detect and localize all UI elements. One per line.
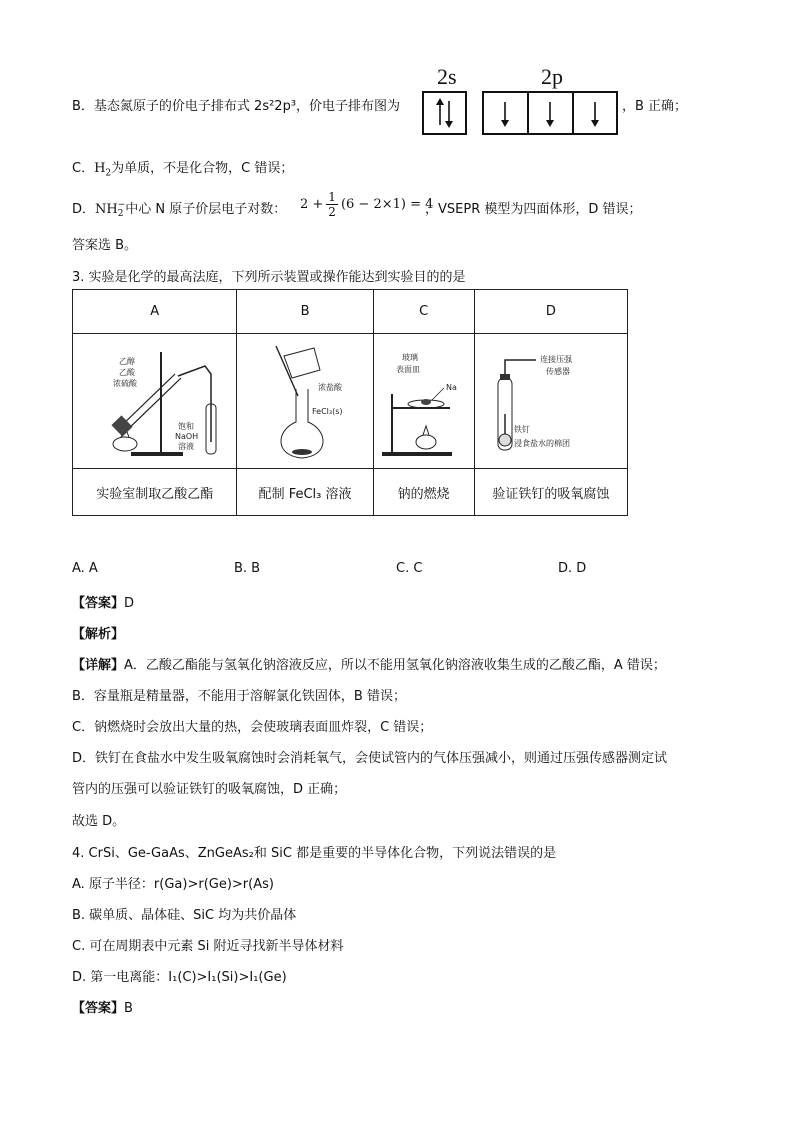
q3-option-c: C. C <box>396 561 423 576</box>
label-connect-pressure: 连接压强 <box>539 355 572 364</box>
h2-formula <box>94 161 112 179</box>
line-d <box>72 198 286 219</box>
label-saturated: 饱和 <box>177 422 194 431</box>
orbital-2p-box <box>482 91 618 135</box>
orbital-2s-label: 2s <box>437 64 457 89</box>
orbital-2p-label: 2p <box>541 64 563 89</box>
q4-stem: 4. CrSi、Ge-GaAs、ZnGeAs₂和 SiC 都是重要的半导体化合物，下列说法错误的是 <box>72 846 557 861</box>
q4-option-d: D. 第一电离能：I₁(C)>I₁(Si)>I₁(Ge) <box>72 970 287 985</box>
orbital-2p-cell-2 <box>529 93 574 133</box>
q3-detail-d1: D．铁钉在食盐水中发生吸氧腐蚀时会消耗氧气，会使试管内的气体压强减小，则通过压强传感器测定试 <box>72 751 668 766</box>
q3-detail-a <box>72 654 666 673</box>
orbital-2s-box <box>422 91 467 135</box>
label-conc-hcl: 浓盐酸 <box>318 383 343 392</box>
header-b: B <box>237 290 373 334</box>
line-d-suffix: ，VSEPR 模型为四面体形，D 错误； <box>425 202 642 217</box>
label-na: Na <box>445 383 457 392</box>
figure-a <box>73 334 237 469</box>
q3-option-d: D. D <box>558 561 587 576</box>
figure-d <box>474 334 627 469</box>
label-naoh: NaOH <box>174 432 198 441</box>
answer-tag: 【答案】 <box>72 596 125 611</box>
up-down-arrows-icon <box>424 93 465 133</box>
fraction-numerator: 1 <box>328 190 336 204</box>
header-d: D <box>474 290 627 334</box>
label-solution: 溶液 <box>177 442 194 451</box>
ester-apparatus-figure <box>75 334 235 464</box>
header-a: A <box>73 290 237 334</box>
nh2-symbol: NH <box>95 202 118 217</box>
label-fecl3-solid: FeCl₃(s) <box>312 407 343 416</box>
fraction-denominator: 2 <box>328 205 336 219</box>
q3-detail-b: B．容量瓶是精量器，不能用于溶解氯化铁固体，B 错误； <box>72 689 406 704</box>
iron-corrosion-figure <box>476 334 626 464</box>
label-watch-glass: 表面皿 <box>395 365 420 374</box>
nh2-subscript: 2 <box>117 208 124 219</box>
q3-option-a: A. A <box>72 561 98 576</box>
down-arrow-icon <box>484 93 527 133</box>
table-figure-row <box>73 334 628 469</box>
fraction <box>326 190 338 219</box>
caption-c: 钠的燃烧 <box>373 469 474 516</box>
volumetric-flask-figure <box>240 334 370 464</box>
nh2-charge: − <box>117 199 126 210</box>
label-ethanol: 乙醇 <box>118 357 135 366</box>
line-b-text: B．基态氮原子的价电子排布式 2s²2p³，价电子排布图为 <box>72 99 401 114</box>
detail-tag: 【详解】 <box>72 658 125 673</box>
q3-detail-c: C．钠燃烧时会放出大量的热，会使玻璃表面皿炸裂，C 错误； <box>72 720 433 735</box>
q4-option-b: B. 碳单质、晶体硅、SiC 均为共价晶体 <box>72 908 297 923</box>
q4-answer-tag: 【答案】 <box>72 1001 125 1016</box>
down-arrow-icon <box>529 93 572 133</box>
label-conc-sulfuric: 浓硫酸 <box>112 379 137 388</box>
figure-c <box>373 334 474 469</box>
vsepr-expression <box>300 190 433 219</box>
line-d-mid: 中心 N 原子价层电子对数： <box>125 202 287 217</box>
answer-value: D <box>124 596 135 611</box>
q4-option-c: C. 可在周期表中元素 Si 附近寻找新半导体材料 <box>72 939 344 954</box>
q4-answer <box>72 997 133 1016</box>
answer-select-b: 答案选 B。 <box>72 238 138 253</box>
caption-d: 验证铁钉的吸氧腐蚀 <box>474 469 627 516</box>
label-salt-cotton: 浸食盐水的棉团 <box>513 439 570 448</box>
line-c-suffix: 为单质，不是化合物，C 错误； <box>111 161 294 176</box>
caption-a: 实验室制取乙酸乙酯 <box>73 469 237 516</box>
header-c: C <box>373 290 474 334</box>
h2-symbol: H <box>94 161 106 176</box>
expr-post: (6 − 2×1) = 4 <box>340 197 434 212</box>
caption-b: 配制 FeCl₃ 溶液 <box>237 469 373 516</box>
q3-stem: 3. 实验是化学的最高法庭，下列所示装置或操作能达到实验目的的是 <box>72 270 466 285</box>
down-arrow-icon <box>574 93 616 133</box>
figure-b <box>237 334 373 469</box>
orbital-2p-cell-3 <box>574 93 616 133</box>
line-c-prefix: C． <box>72 161 95 176</box>
sodium-burning-figure <box>376 334 472 464</box>
q3-detail-d2: 管内的压强可以验证铁钉的吸氧腐蚀，D 正确； <box>72 782 347 797</box>
q3-analysis-tag: 【解析】 <box>72 627 125 642</box>
q3-answer <box>72 592 134 611</box>
line-b-suffix: ，B 正确； <box>622 99 688 114</box>
table-header-row <box>73 290 628 334</box>
expr-pre: 2 + <box>300 197 324 212</box>
q4-option-a: A. 原子半径：r(Ga)>r(Ge)>r(As) <box>72 877 274 892</box>
orbital-2p-cell-1 <box>484 93 529 133</box>
nh2-formula <box>95 199 126 219</box>
table-caption-row <box>73 469 628 516</box>
experiment-table <box>72 289 628 516</box>
q3-conclusion: 故选 D。 <box>72 814 126 829</box>
label-glass: 玻璃 <box>401 353 418 362</box>
label-sensor: 传感器 <box>545 367 570 376</box>
line-d-prefix: D． <box>72 202 96 217</box>
q4-answer-value: B <box>124 1001 133 1016</box>
label-iron-nail: 铁钉 <box>513 425 530 434</box>
line-c <box>72 157 293 179</box>
detail-a-text: A．乙酸乙酯能与氢氧化钠溶液反应，所以不能用氢氧化钠溶液收集生成的乙酸乙酯，A 错误； <box>124 658 666 673</box>
label-acetic-acid: 乙酸 <box>118 368 135 377</box>
h2-subscript: 2 <box>105 168 112 179</box>
q3-option-b: B. B <box>234 561 261 576</box>
